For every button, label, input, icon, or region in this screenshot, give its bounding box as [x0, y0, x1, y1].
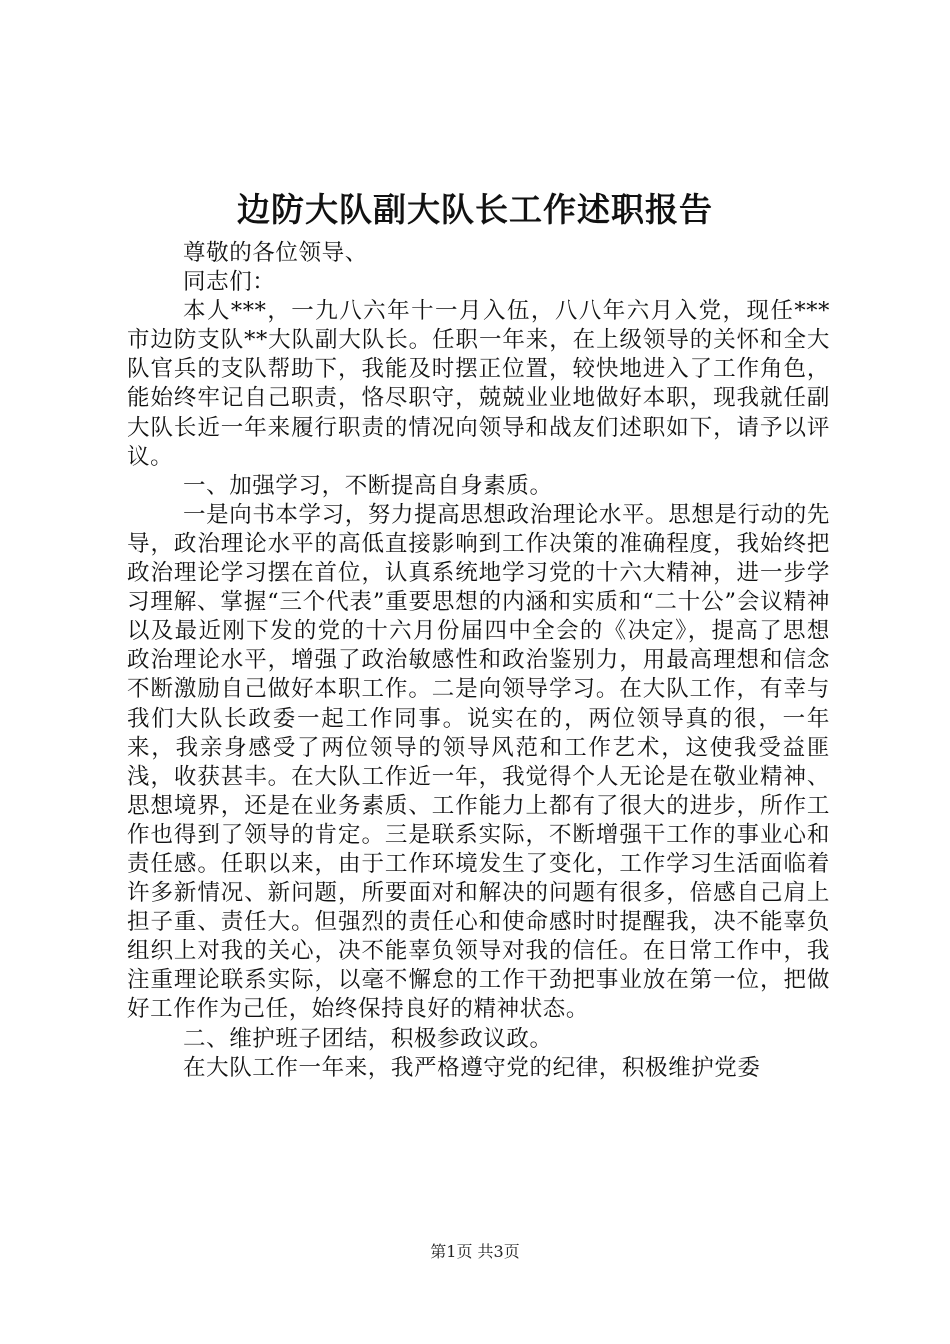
- document-body: [127, 239, 830, 1083]
- salutation-line-1: 尊敬的各位领导、: [183, 240, 368, 266]
- page-footer: 第1页 共3页: [430, 1242, 520, 1261]
- section-heading-1: 一、加强学习，不断提高自身素质。: [183, 472, 553, 499]
- salutation-line-2: 同志们：: [183, 269, 276, 296]
- document-title: 边防大队副大队长工作述职报告: [237, 190, 713, 229]
- section-heading-2: 二、维护班子团结，积极参政议政。: [183, 1025, 553, 1052]
- paragraph-intro: 本人***，一九八六年十一月入伍，八八年六月入党，现任***市边防支队**大队副大队长。任职一年来，在上级领导的关怀和全大队官兵的支队帮助下，我能及时摆正位置，较快地进入了工作角色，能始终牢记自己职责，恪尽职守，兢兢业业地做好本职，现我就任副大队长近一年来履行职责的情况向领导和战友们述职如下，请予以评议。: [127, 298, 830, 470]
- paragraph-study: 一是向书本学习，努力提高思想政治理论水平。思想是行动的先导，政治理论水平的高低直接影响到工作决策的准确程度，我始终把政治理论学习摆在首位，认真系统地学习党的十六大精神，进一步学习理解、掌握“三个代表”重要思想的内涵和实质和“二十公”会议精神以及最近刚下发的党的十六月份届四中全会的《决定》，提高了思想政治理论水平，增强了政治敏感性和政治鉴别力，用最高理想和信念不断激励自己做好本职工作。二是向领导学习。在大队工作，有幸与我们大队长政委一起工作同事。说实在的，两位领导真的很，一年来，我亲身感受了两位领导的领导风范和工作艺术，这使我受益匪浅，收获甚丰。在大队工作近一年，我觉得个人无论是在敬业精神、思想境界，还是在业务素质、工作能力上都有了很大的进步，所作工作也得到了领导的肯定。三是联系实际，不断增强干工作的事业心和责任感。任职以来，由于工作环境发生了变化，工作学习生活面临着许多新情况、新问题，所要面对和解决的问题有很多，倍感自己肩上担子重、责任大。但强烈的责任心和使命感时时提醒我，决不能辜负组织上对我的关心，决不能辜负领导对我的信任。在日常工作中，我注重理论联系实际，以毫不懈怠的工作干劲把事业放在第一位，把做好工作作为己任，始终保持良好的精神状态。: [127, 501, 830, 1023]
- paragraph-unity: 在大队工作一年来，我严格遵守党的纪律，积极维护党委: [183, 1054, 761, 1081]
